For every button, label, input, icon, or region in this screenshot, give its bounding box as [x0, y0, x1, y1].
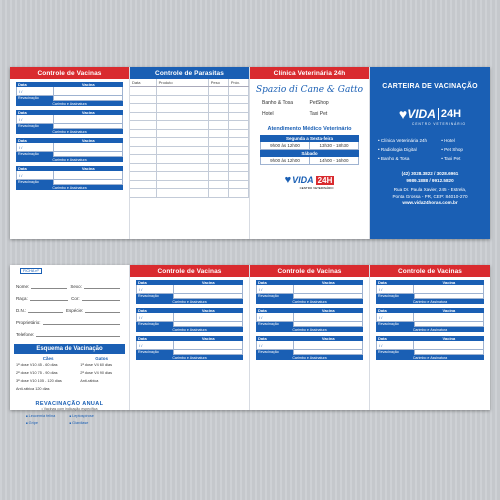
phone-line-1: (42) 3028.3822 / 3028.6961 [401, 171, 459, 176]
table-cell[interactable] [156, 112, 208, 121]
saturday-label: Sábado [260, 150, 359, 157]
vaccine-field [294, 341, 362, 349]
vaccination-card-inside [10, 265, 490, 425]
table-row [130, 87, 249, 96]
revaccination-label: Revacinação [376, 294, 414, 299]
table-cell[interactable] [130, 129, 156, 138]
cover-logo-paw-icon: ♥ [398, 106, 408, 122]
plan-row: 2ª dose V10 75 - 90 dias [16, 371, 58, 375]
cover-service: • Hotel [441, 138, 482, 143]
revaccination-field [53, 180, 123, 185]
opening-hours [260, 135, 359, 165]
saturday-afternoon: 14h00 - 16h00 [319, 158, 349, 163]
date-label: Data [378, 336, 387, 341]
date-label: Data [258, 308, 267, 313]
vaccine-label: Vacina [442, 336, 456, 341]
table-cell[interactable] [228, 138, 248, 147]
vaccine-field [54, 87, 122, 95]
form-input-line[interactable] [36, 336, 120, 337]
table-cell[interactable] [208, 121, 228, 130]
stamp-label: Carimbo e Assinatura [136, 327, 243, 332]
revaccination-row [256, 294, 363, 299]
vaccine-record-block [16, 166, 123, 190]
annual-item: ■ Giardiase [70, 421, 114, 425]
table-cell[interactable] [156, 129, 208, 138]
table-cell[interactable] [130, 104, 156, 113]
table-cell[interactable] [130, 155, 156, 164]
table-cell[interactable] [130, 121, 156, 130]
revaccination-label: Revacinação [256, 350, 293, 355]
table-cell[interactable] [156, 172, 208, 181]
table-cell[interactable] [228, 172, 248, 181]
annual-item: ■ Leptospirose [70, 414, 114, 418]
stamp-label: Carimbo e Assinatura [136, 355, 243, 360]
form-label: Cor: [71, 296, 80, 301]
form-line [16, 301, 123, 313]
vaccine-record-block [376, 280, 484, 304]
vaccines-panel-title: Controle de Vacinas [10, 67, 129, 79]
service-item: Hotel [262, 111, 274, 117]
vaccine-entry-row [256, 313, 363, 322]
stamp-label: Carimbo e Assinatura [376, 355, 484, 360]
stamp-label: Carimbo e Assinatura [256, 327, 363, 332]
form-label: Telefone: [16, 332, 35, 337]
date-field: / / [17, 143, 54, 151]
form-input-line[interactable] [28, 312, 63, 313]
cover-panel [370, 67, 490, 239]
annual-list [10, 411, 129, 428]
table-cell[interactable] [228, 155, 248, 164]
cover-title: CARTEIRA DE VACINAÇÃO [382, 83, 478, 90]
service-item: Taxi Pet [309, 111, 328, 117]
vaccine-entry-row [16, 143, 123, 152]
table-cell[interactable] [130, 172, 156, 181]
revaccination-row [376, 294, 484, 299]
vaccine-field [174, 341, 242, 349]
revaccination-label: Revacinação [136, 294, 173, 299]
table-cell[interactable] [228, 146, 248, 155]
address-line-1: Rua Dr. Paula Xavier, 245 - Estrela, [393, 187, 467, 192]
cover-service: • Radiologia Digital [378, 147, 439, 152]
service-item: PetShop [309, 100, 329, 106]
annual-item: ■ Leucemia felina [26, 414, 70, 418]
revaccination-label: Revacinação [136, 350, 173, 355]
vaccine-label: Vacina [442, 280, 456, 285]
vaccine-field [414, 285, 483, 293]
vaccine-record-block [136, 336, 243, 360]
form-input-line[interactable] [43, 324, 120, 325]
vaccine-record-block [16, 82, 123, 106]
revaccination-row [376, 350, 484, 355]
table-cell[interactable] [208, 180, 228, 189]
revaccination-field [414, 322, 484, 327]
stamp-label: Carimbo e Assinatura [136, 299, 243, 304]
revaccination-row [16, 124, 123, 129]
table-cell[interactable] [228, 163, 248, 172]
table-row [130, 155, 249, 164]
vaccine-record-block [16, 110, 123, 134]
table-cell[interactable] [156, 104, 208, 113]
revaccination-field [53, 96, 123, 101]
form-label: Sexo: [70, 284, 82, 289]
table-cell[interactable] [228, 189, 248, 198]
table-row [130, 129, 249, 138]
stamp-label: Carimbo e Assinatura [16, 185, 123, 190]
revaccination-field [293, 350, 363, 355]
vaccine-label: Vacina [321, 336, 335, 341]
vaccine-field [54, 143, 122, 151]
vaccine-record-block [376, 308, 484, 332]
table-cell[interactable] [130, 112, 156, 121]
vaccine-field [414, 313, 483, 321]
table-row [130, 146, 249, 155]
revaccination-field [414, 294, 484, 299]
revaccination-label: Revacinação [16, 96, 53, 101]
date-field: / / [377, 313, 414, 321]
vaccine-entry-row [376, 313, 484, 322]
parasites-table [130, 79, 249, 198]
vaccine-label: Vacina [81, 82, 95, 87]
vaccine-entry-row [16, 87, 123, 96]
vaccine-field [54, 171, 122, 179]
table-cell[interactable] [156, 189, 208, 198]
vaccine-label: Vacina [321, 308, 335, 313]
annual-title: REVACINAÇÃO ANUAL [35, 401, 104, 407]
form-input-line[interactable] [84, 288, 120, 289]
vaccination-card-outside [10, 67, 490, 239]
vaccines-panel [10, 67, 130, 239]
plan-row: 2ª dose V4 90 dias [80, 371, 113, 375]
table-row [130, 189, 249, 198]
plan-row: Anti-rábica 120 dias [16, 387, 50, 391]
revaccination-row [16, 180, 123, 185]
vaccine-field [414, 341, 483, 349]
date-field: / / [137, 341, 174, 349]
vaccine-field [174, 313, 242, 321]
saturday-morning: 9h00 às 12h00 [261, 157, 310, 164]
date-field: / / [137, 313, 174, 321]
form-line [16, 313, 123, 325]
form-input-line[interactable] [31, 288, 67, 289]
stamp-label: Carimbo e Assinatura [16, 157, 123, 162]
table-cell[interactable] [228, 87, 248, 96]
vaccine-record-block [136, 308, 243, 332]
table-cell[interactable] [228, 129, 248, 138]
pet-info-panel [10, 265, 130, 425]
revaccination-label: Revacinação [256, 322, 293, 327]
table-row [130, 138, 249, 147]
clinic-panel-title: Clínica Veterinária 24h [250, 67, 369, 79]
table-cell[interactable] [156, 155, 208, 164]
vaccine-record-block [256, 336, 363, 360]
table-row [130, 163, 249, 172]
table-cell[interactable] [228, 95, 248, 104]
table-cell[interactable] [156, 180, 208, 189]
form-input-line[interactable] [85, 312, 120, 313]
cover-service: • Banho & Tosa [378, 156, 439, 161]
form-label: Raça: [16, 296, 28, 301]
date-label: Data [18, 166, 27, 171]
plan-row: 1ª dose V10 45 - 60 dias [16, 363, 58, 367]
weekday-hours-row [260, 142, 359, 150]
date-label: Data [258, 280, 267, 285]
vaccines-panel-3 [250, 265, 370, 410]
table-cell[interactable] [156, 121, 208, 130]
revaccination-field [53, 124, 123, 129]
table-row [130, 104, 249, 113]
table-cell[interactable] [156, 138, 208, 147]
revaccination-label: Revacinação [136, 322, 173, 327]
address-line-2: Ponta Grossa - PR, CEP: 84010-270 [392, 193, 468, 199]
table-row [130, 172, 249, 181]
date-field: / / [257, 313, 294, 321]
table-cell[interactable] [208, 172, 228, 181]
revaccination-field [414, 350, 484, 355]
cover-service: • Pet Shop [441, 147, 482, 152]
weekday-morning: 9h00 às 12h00 [261, 142, 310, 149]
vaccine-field [54, 115, 122, 123]
date-label: Data [378, 308, 387, 313]
table-row [130, 121, 249, 130]
table-cell[interactable] [228, 121, 248, 130]
cover-logo-box: 24H [438, 108, 461, 120]
vaccines-panel-2 [130, 265, 250, 410]
date-label: Data [18, 138, 27, 143]
website: www.vida24horas.com.br [402, 200, 458, 205]
cats-column [80, 356, 123, 395]
revaccination-label: Revacinação [16, 180, 53, 185]
table-row [130, 95, 249, 104]
revaccination-field [53, 152, 123, 157]
form-label: D.N.: [16, 308, 27, 313]
vaccine-field [294, 313, 362, 321]
vaccine-label: Vacina [81, 138, 95, 143]
logo-text: VIDA [292, 175, 314, 185]
phone-line-2: 9989.1888 / 9912.5820 [406, 177, 454, 183]
plan-title: Esquema de Vacinação [14, 344, 125, 354]
form-label: Nome: [16, 284, 30, 289]
parasites-column-header: Produto [156, 79, 208, 87]
pet-form [10, 265, 129, 341]
table-cell[interactable] [228, 104, 248, 113]
vaccines-panel-title: Controle de Vacinas [130, 265, 249, 277]
date-field: / / [377, 341, 414, 349]
stamp-label: Carimbo e Assinatura [376, 299, 484, 304]
revaccination-row [16, 96, 123, 101]
saturday-hours-row [260, 157, 359, 165]
revaccination-field [173, 350, 243, 355]
form-line [16, 289, 123, 301]
date-label: Data [378, 280, 387, 285]
table-cell[interactable] [130, 138, 156, 147]
table-cell[interactable] [156, 146, 208, 155]
revaccination-label: Revacinação [16, 152, 53, 157]
table-cell[interactable] [156, 163, 208, 172]
table-cell[interactable] [208, 163, 228, 172]
date-label: Data [138, 280, 147, 285]
revaccination-field [293, 294, 363, 299]
contact-info [370, 171, 490, 207]
vaccine-label: Vacina [321, 280, 335, 285]
annual-subtitle: • Vacinas com indicação específica [41, 407, 98, 411]
date-field: / / [17, 171, 54, 179]
weekday-afternoon: 13h30 - 18h30 [319, 143, 349, 148]
form-input-line[interactable] [82, 300, 120, 301]
parasites-column-header: Próx. [228, 79, 248, 87]
vaccine-entry-row [376, 285, 484, 294]
stamp-label: Carimbo e Assinatura [256, 299, 363, 304]
logo-box: 24H [317, 175, 333, 185]
service-item: Banho & Tosa [262, 100, 294, 106]
date-label: Data [138, 336, 147, 341]
table-row [130, 180, 249, 189]
clinic-panel [250, 67, 370, 239]
parasites-column-header: Peso [208, 79, 228, 87]
revaccination-row [16, 152, 123, 157]
cover-logo-text: VIDA [407, 107, 436, 121]
revaccination-field [293, 322, 363, 327]
table-cell[interactable] [208, 104, 228, 113]
table-cell[interactable] [208, 129, 228, 138]
vaccine-field [294, 285, 362, 293]
revaccination-label: Revacinação [16, 124, 53, 129]
stamp-label: Carimbo e Assinatura [376, 327, 484, 332]
revaccination-row [376, 322, 484, 327]
vaccine-label: Vacina [81, 110, 95, 115]
stamp-label: Carimbo e Assinatura [16, 129, 123, 134]
table-cell[interactable] [208, 189, 228, 198]
vaccine-entry-row [256, 285, 363, 294]
dogs-column [16, 356, 80, 395]
vaccine-entry-row [256, 341, 363, 350]
vaccine-label: Vacina [201, 336, 215, 341]
cover-logo-subtitle: CENTRO VETERINÁRIO [412, 122, 466, 126]
revaccination-row [136, 294, 243, 299]
cover-services-list [378, 138, 482, 161]
form-label: Proprietário: [16, 320, 41, 325]
revaccination-row [136, 322, 243, 327]
vaccine-label: Vacina [81, 166, 95, 171]
table-cell[interactable] [208, 138, 228, 147]
vaccine-entry-row [136, 341, 243, 350]
plan-row: 3ª dose V10 105 - 120 dias [16, 379, 62, 383]
vaccine-record-block [256, 280, 363, 304]
table-cell[interactable] [130, 95, 156, 104]
table-cell[interactable] [156, 95, 208, 104]
vaccine-label: Vacina [201, 280, 215, 285]
clinic-script-name: Spazio di Cane & Gatto [255, 85, 363, 95]
table-cell[interactable] [130, 163, 156, 172]
vaccines-panel-title: Controle de Vacinas [370, 265, 490, 277]
revaccination-label: Revacinação [256, 294, 293, 299]
form-line [16, 325, 123, 337]
dogs-label: Cães [42, 356, 54, 361]
plan-row: Anti-rábica [80, 379, 99, 383]
logo-paw-icon: ♥ [284, 174, 292, 186]
revaccination-row [136, 350, 243, 355]
vaccine-field [174, 285, 242, 293]
vaccination-plan [10, 356, 129, 395]
hours-title: Atendimento Médico Veterinário [267, 126, 352, 132]
revaccination-label: Revacinação [376, 322, 414, 327]
vaccines-panel-title: Controle de Vacinas [250, 265, 369, 277]
cover-logo [370, 106, 490, 122]
record-number-tag: FICHA nº [20, 268, 42, 274]
form-line [16, 277, 123, 289]
revaccination-field [173, 294, 243, 299]
table-cell[interactable] [208, 87, 228, 96]
date-label: Data [18, 82, 27, 87]
date-label: Data [18, 110, 27, 115]
vaccine-record-block [16, 138, 123, 162]
stamp-label: Carimbo e Assinatura [16, 101, 123, 106]
parasites-column-header: Data [130, 79, 156, 87]
table-cell[interactable] [130, 87, 156, 96]
revaccination-label: Revacinação [376, 350, 414, 355]
clinic-services [250, 95, 369, 117]
table-cell[interactable] [130, 180, 156, 189]
date-label: Data [258, 336, 267, 341]
date-field: / / [257, 341, 294, 349]
vaccine-label: Vacina [201, 308, 215, 313]
form-input-line[interactable] [30, 300, 68, 301]
form-label: Espécie: [66, 308, 84, 313]
vaccine-record-block [376, 336, 484, 360]
logo-subtitle: CENTRO VETERINÁRIO [299, 186, 334, 190]
table-cell[interactable] [208, 146, 228, 155]
stamp-label: Carimbo e Assinatura [256, 355, 363, 360]
cats-label: Gatos [95, 356, 108, 361]
vaccine-record-block [136, 280, 243, 304]
table-cell[interactable] [130, 189, 156, 198]
annual-item: ■ Gripe [26, 421, 70, 425]
weekdays-label: Segunda a Sexta-feira [260, 135, 359, 142]
table-cell[interactable] [156, 87, 208, 96]
table-cell[interactable] [208, 95, 228, 104]
vaccines-panel-4 [370, 265, 490, 410]
table-cell[interactable] [130, 146, 156, 155]
table-cell[interactable] [228, 180, 248, 189]
vaccine-entry-row [136, 285, 243, 294]
plan-row: 1ª dose V4 60 dias [80, 363, 113, 367]
vaccine-entry-row [376, 341, 484, 350]
vaccine-entry-row [16, 115, 123, 124]
vaccine-label: Vacina [442, 308, 456, 313]
date-field: / / [377, 285, 414, 293]
parasites-panel [130, 67, 250, 239]
revaccination-row [256, 322, 363, 327]
cover-service: • Clínica Veterinária 24h [378, 138, 439, 143]
table-cell[interactable] [208, 112, 228, 121]
date-field: / / [257, 285, 294, 293]
revaccination-field [173, 322, 243, 327]
vaccine-entry-row [136, 313, 243, 322]
date-label: Data [138, 308, 147, 313]
parasites-panel-title: Controle de Parasitas [130, 67, 249, 79]
revaccination-row [256, 350, 363, 355]
vaccine-record-block [256, 308, 363, 332]
clinic-logo [250, 174, 369, 186]
date-field: / / [17, 87, 54, 95]
date-field: / / [137, 285, 174, 293]
cover-service: • Taxi Pet [441, 156, 482, 161]
table-row [130, 112, 249, 121]
date-field: / / [17, 115, 54, 123]
vaccine-entry-row [16, 171, 123, 180]
table-cell[interactable] [208, 155, 228, 164]
table-cell[interactable] [228, 112, 248, 121]
